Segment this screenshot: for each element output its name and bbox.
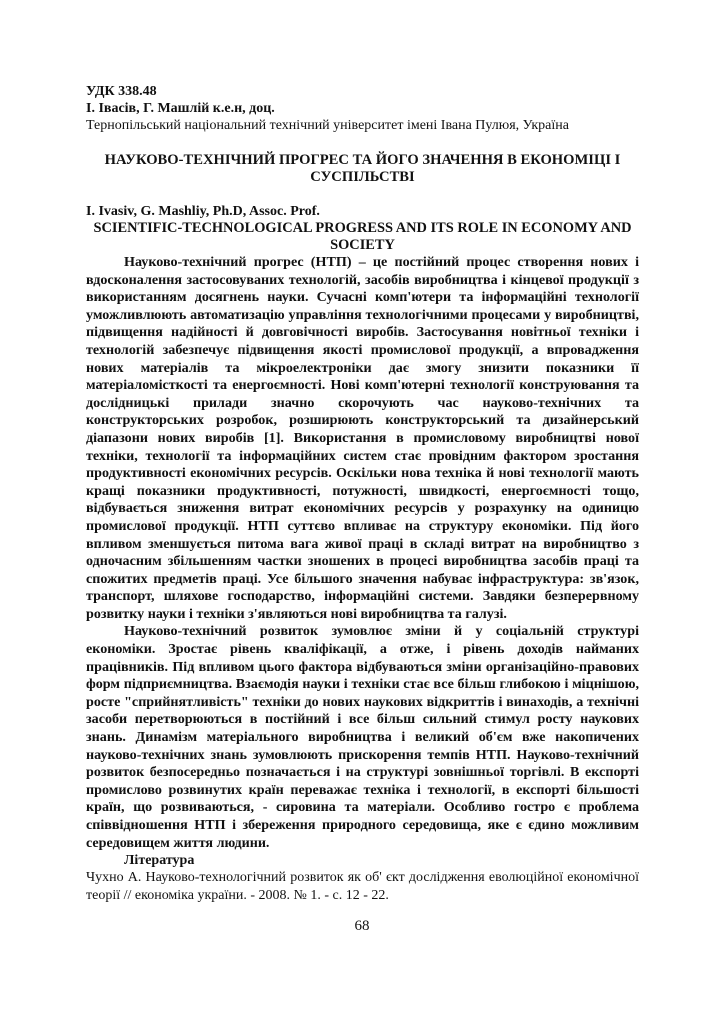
body-paragraph-1: Науково-технічний прогрес (НТП) – це постійний процес створення нових і вдосконалення застосовуваних технологій, засобів виробництва і кінцевої продукції з використанням досягнень науки. Сучасні комп'ютери та інформаційні технології уможливлюють автоматизацію управління технологічними процесами у виробництві, підвищення надійності й довговічності виробів. Застосування новітньої техніки і технологій забезпечує підвищення якості промислової продукції, а впровадження нових матеріалів та мікроелектроніки дає змогу знизити показники її матеріаломісткості та енергоємності. Нові комп'ютерні технології конструювання та дослідницькі прилади значно скорочують час науково-технічних та конструкторських розробок, розширюють конструкторський та дизайнерський діапазони нових виробів [1]. Використання в промисловому виробництві нової техніки, технології та інформаційних систем стає провідним фактором зростання продуктивності економічних ресурсів. Оскільки нова техніка й нові технології мають кращі показники продуктивності, потужності, швидкості, енергоємності тощо, відбувається зниження витрат економічних ресурсів у розрахунку на одиницю промислової продукції. НТП суттєво впливає на структуру економіки. Під його впливом зменшується питома вага живої праці в складі витрат на виробництво з одночасним збільшенням частки зношених в процесі виробництва засобів праці та спожитих предметів праці. Усе більшого значення набуває інфраструктура: зв'язок, транспорт, шляхове господарство, інформаційні системи. Завдяки безперервному розвитку науки і техніки з'являються нові виробництва та галузі.: [86, 254, 639, 622]
title-ua: НАУКОВО-ТЕХНІЧНИЙ ПРОГРЕС ТА ЙОГО ЗНАЧЕННЯ В ЕКОНОМІЦІ І СУСПІЛЬСТВІ: [104, 152, 621, 185]
page-number: 68: [354, 918, 370, 934]
udc-code: УДК 338.48: [86, 84, 157, 99]
authors-en: I. Ivasiv, G. Mashliy, Ph.D, Assoc. Prof.: [86, 204, 320, 219]
references-heading: Література: [124, 853, 195, 869]
reference-item: Чухно А. Науково-технологічний розвиток як об' єкт дослідження еволюційної економічної теорії // економіка україни. - 2008. № 1. - с. 12 - 22.: [86, 870, 639, 903]
authors-ua: І. Івасів, Г. Машлій к.е.н, доц.: [86, 101, 275, 116]
title-en: SCIENTIFIC-TECHNOLOGICAL PROGRESS AND ITS ROLE IN ECONOMY AND SOCIETY: [93, 220, 632, 253]
article: [86, 84, 639, 904]
affiliation: Тернопільський національний технічний університет імені Івана Пулюя, Україна: [86, 118, 569, 133]
body-paragraph-2: Науково-технічний розвиток зумовлює зміни й у соціальній структурі економіки. Зростає рівень кваліфікації, а отже, і рівень доходів найманих працівників. Під впливом цього фактора відбуваються зміни організаційно-правових форм підприємництва. Взаємодія науки і техніки стає все більш глибокою і міцнішою, росте "сприйнятливість" техніки до нових наукових відкриттів і винаходів, а технічні засоби перетворюються в постійний і все більш сильний стимул росту наукових знань. Динамізм матеріального виробництва і великий об'єм вже накопичених науково-технічних знань зумовлюють прискорення темпів НТП. Науково-технічний розвиток безпосередньо позначається і на структурі зовнішньої торгівлі. В експорті промислово розвинутих країн переважає техніка і технології, в експорті більшості країн, що розвиваються, - сировина та матеріали. Особливо гостро є проблема співвідношення НТП і збереження природного середовища, яке є єдино можливим середовищем життя людини.: [86, 623, 639, 851]
